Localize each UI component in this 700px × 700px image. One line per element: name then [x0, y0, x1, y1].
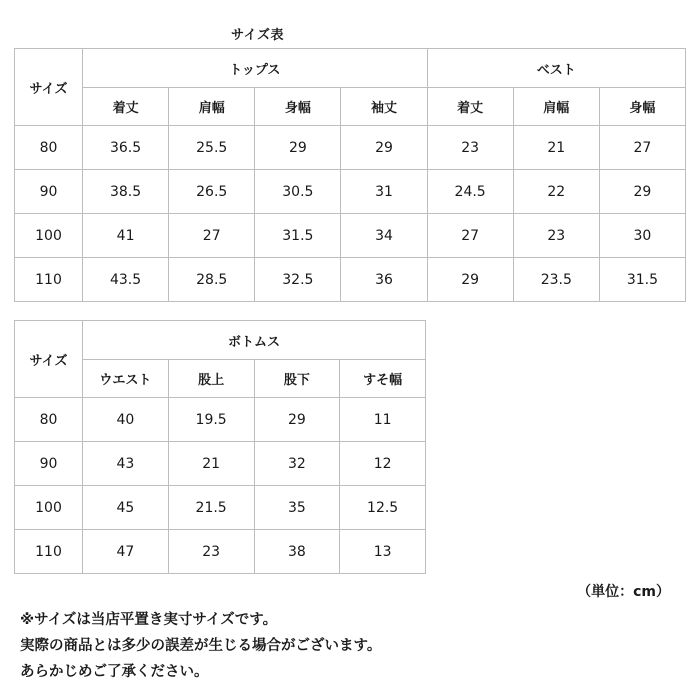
column-header: すそ幅 [340, 360, 426, 398]
value-cell: 21.5 [168, 486, 254, 530]
value-cell: 38.5 [83, 170, 169, 214]
value-cell: 34 [341, 214, 427, 258]
column-header: 股下 [254, 360, 340, 398]
value-cell: 40 [83, 398, 169, 442]
column-header: 身幅 [255, 88, 341, 126]
value-cell: 30 [599, 214, 685, 258]
column-header: ウエスト [83, 360, 169, 398]
value-cell: 26.5 [169, 170, 255, 214]
size-cell: 100 [15, 214, 83, 258]
column-header: 肩幅 [513, 88, 599, 126]
value-cell: 43 [83, 442, 169, 486]
value-cell: 24.5 [427, 170, 513, 214]
bottoms-size-table [14, 320, 426, 574]
value-cell: 31 [341, 170, 427, 214]
column-header: 着丈 [427, 88, 513, 126]
table-row [15, 170, 686, 214]
column-header: 肩幅 [169, 88, 255, 126]
value-cell: 45 [83, 486, 169, 530]
value-cell: 25.5 [169, 126, 255, 170]
value-cell: 29 [599, 170, 685, 214]
value-cell: 21 [513, 126, 599, 170]
note-line: 実際の商品とは多少の誤差が生じる場合がございます。 [20, 638, 382, 654]
value-cell: 31.5 [599, 258, 685, 302]
group-header-vest: ベスト [427, 49, 685, 88]
value-cell: 23 [513, 214, 599, 258]
table-row [15, 442, 426, 486]
value-cell: 32 [254, 442, 340, 486]
table-row [15, 258, 686, 302]
value-cell: 47 [83, 530, 169, 574]
tops-vest-size-table [14, 48, 686, 302]
value-cell: 35 [254, 486, 340, 530]
column-header: 身幅 [599, 88, 685, 126]
value-cell: 27 [169, 214, 255, 258]
value-cell: 30.5 [255, 170, 341, 214]
value-cell: 28.5 [169, 258, 255, 302]
unit-label: （単位：cm） [577, 584, 670, 600]
value-cell: 27 [427, 214, 513, 258]
value-cell: 12 [340, 442, 426, 486]
size-cell: 90 [15, 442, 83, 486]
value-cell: 13 [340, 530, 426, 574]
value-cell: 38 [254, 530, 340, 574]
table-row [15, 126, 686, 170]
note-line: ※サイズは当店平置き実寸サイズです。 [20, 612, 278, 628]
size-cell: 110 [15, 530, 83, 574]
group-header-tops: トップス [83, 49, 428, 88]
group-header-bottoms: ボトムス [83, 321, 426, 360]
table-row [15, 530, 426, 574]
value-cell: 43.5 [83, 258, 169, 302]
value-cell: 11 [340, 398, 426, 442]
value-cell: 23 [427, 126, 513, 170]
size-header: サイズ [15, 321, 83, 398]
size-cell: 110 [15, 258, 83, 302]
value-cell: 31.5 [255, 214, 341, 258]
value-cell: 29 [341, 126, 427, 170]
value-cell: 36.5 [83, 126, 169, 170]
table-row [15, 486, 426, 530]
value-cell: 29 [255, 126, 341, 170]
value-cell: 23.5 [513, 258, 599, 302]
value-cell: 23 [168, 530, 254, 574]
value-cell: 19.5 [168, 398, 254, 442]
size-cell: 90 [15, 170, 83, 214]
notes [20, 607, 381, 685]
value-cell: 12.5 [340, 486, 426, 530]
table-row [15, 398, 426, 442]
size-header: サイズ [15, 49, 83, 126]
value-cell: 29 [427, 258, 513, 302]
note-line: あらかじめご了承ください。 [20, 664, 209, 680]
size-cell: 80 [15, 126, 83, 170]
size-cell: 80 [15, 398, 83, 442]
table-row [15, 214, 686, 258]
value-cell: 21 [168, 442, 254, 486]
value-cell: 27 [599, 126, 685, 170]
size-cell: 100 [15, 486, 83, 530]
value-cell: 36 [341, 258, 427, 302]
value-cell: 32.5 [255, 258, 341, 302]
value-cell: 29 [254, 398, 340, 442]
column-header: 袖丈 [341, 88, 427, 126]
value-cell: 41 [83, 214, 169, 258]
value-cell: 22 [513, 170, 599, 214]
column-header: 着丈 [83, 88, 169, 126]
page-title: サイズ表 [231, 28, 284, 43]
column-header: 股上 [168, 360, 254, 398]
